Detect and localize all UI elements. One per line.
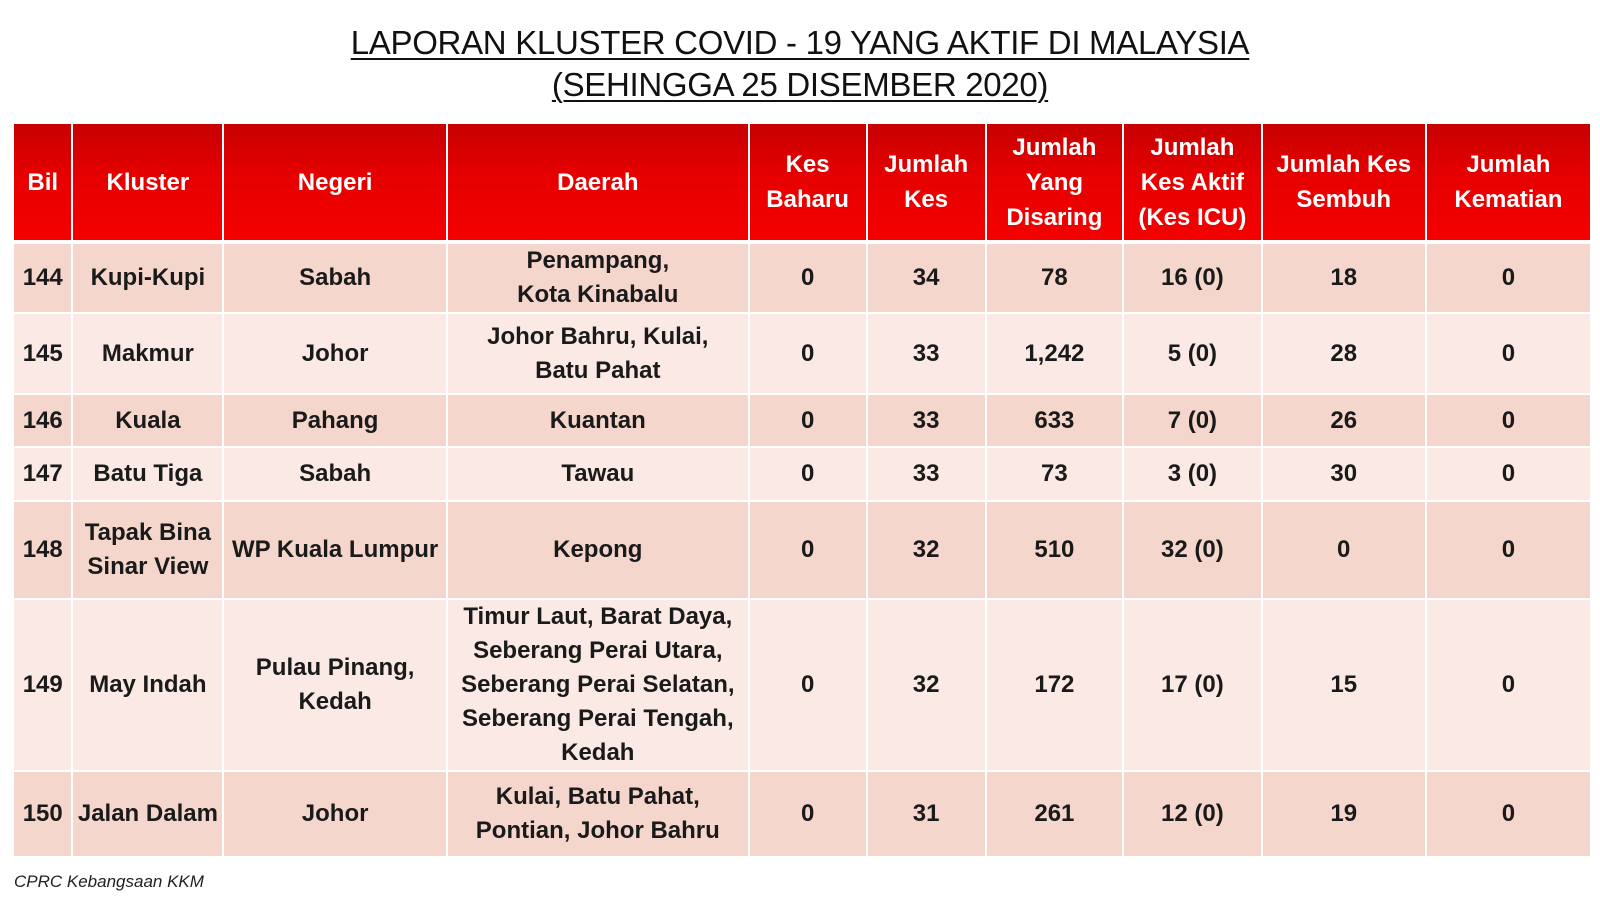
cell-daerah (447, 242, 749, 313)
cell-jumlah-kes: 32 (867, 501, 986, 599)
cell-jumlah-kematian: 0 (1426, 447, 1590, 501)
cell-kluster (72, 447, 223, 501)
cell-jumlah-kes: 32 (867, 599, 986, 771)
report-title (0, 22, 1600, 106)
cluster-table (14, 124, 1590, 858)
cell-jumlah-kes: 33 (867, 313, 986, 394)
cell-kes-baharu: 0 (749, 242, 867, 313)
cell-jumlah-kematian: 0 (1426, 394, 1590, 447)
header-daerah (447, 124, 749, 242)
cell-daerah-line: Seberang Perai Selatan, (461, 671, 735, 698)
cell-daerah (447, 599, 749, 771)
cell-negeri (223, 599, 447, 771)
header-kes-baharu-line-1: Kes (785, 151, 830, 178)
cell-jumlah-aktif: 32 (0) (1123, 501, 1262, 599)
cell-daerah-line: Kulai, Batu Pahat, (495, 783, 700, 810)
cell-kluster-line: Tapak Bina (84, 519, 212, 546)
header-jumlah-aktif-line-1: Jumlah (1150, 133, 1235, 161)
cell-negeri (223, 313, 447, 394)
cell-jumlah-aktif: 7 (0) (1123, 394, 1262, 447)
cell-kluster-line: May Indah (89, 671, 207, 698)
cell-jumlah-kematian: 0 (1426, 242, 1590, 313)
header-jumlah-kes-line-1: Jumlah (884, 151, 969, 178)
cell-jumlah-aktif: 12 (0) (1123, 771, 1262, 857)
header-jumlah-kematian-line-1: Jumlah (1466, 151, 1551, 178)
cell-kluster-line: Kuala (115, 406, 181, 434)
cell-jumlah-kes: 33 (867, 447, 986, 501)
cell-kes-baharu: 0 (749, 771, 867, 857)
cell-jumlah-kematian: 0 (1426, 599, 1590, 771)
cell-kluster-line: Kupi-Kupi (90, 264, 206, 291)
cell-jumlah-disaring: 633 (986, 394, 1123, 447)
cell-kluster (72, 599, 223, 771)
cell-jumlah-sembuh: 26 (1262, 394, 1426, 447)
cell-jumlah-sembuh: 18 (1262, 242, 1426, 313)
cell-kluster-line: Jalan Dalam (77, 800, 218, 827)
cell-bil: 144 (14, 242, 72, 313)
header-jumlah-aktif-line-2: Kes Aktif (1140, 168, 1244, 196)
cell-daerah-line: Timur Laut, Barat Daya, (463, 603, 733, 630)
header-jumlah-kes-line-2: Kes (904, 186, 949, 213)
cell-kes-baharu: 0 (749, 394, 867, 447)
header-negeri-text: Negeri (297, 168, 373, 196)
cell-daerah-line: Penampang, (526, 247, 670, 274)
cell-negeri-line: Pulau Pinang, (255, 654, 415, 681)
cell-bil: 147 (14, 447, 72, 501)
cell-daerah (447, 394, 749, 447)
report-title-line-1: LAPORAN KLUSTER COVID - 19 YANG AKTIF DI MALAYSIA (350, 24, 1250, 61)
header-jumlah-kematian (1426, 124, 1590, 242)
cell-jumlah-aktif: 17 (0) (1123, 599, 1262, 771)
source-note: CPRC Kebangsaan KKM (14, 872, 204, 891)
cell-negeri (223, 394, 447, 447)
header-jumlah-aktif-line-3: (Kes ICU) (1138, 203, 1247, 231)
report-title-line-2: (SEHINGGA 25 DISEMBER 2020) (551, 66, 1049, 103)
header-jumlah-aktif (1123, 124, 1262, 242)
cell-jumlah-disaring: 78 (986, 242, 1123, 313)
header-jumlah-sembuh-line-1: Jumlah Kes (1276, 151, 1412, 178)
cell-jumlah-sembuh: 30 (1262, 447, 1426, 501)
cell-negeri (223, 501, 447, 599)
header-jumlah-disaring-line-3: Disaring (1006, 203, 1103, 231)
cell-negeri-line: Johor (301, 339, 369, 367)
table-row (14, 394, 1590, 447)
cell-daerah (447, 313, 749, 394)
table-row (14, 242, 1590, 313)
cell-jumlah-kes: 34 (867, 242, 986, 313)
cell-bil: 145 (14, 313, 72, 394)
header-kes-baharu-line-2: Baharu (766, 186, 849, 213)
cell-daerah-line: Pontian, Johor Bahru (475, 817, 720, 844)
cell-jumlah-disaring: 1,242 (986, 313, 1123, 394)
cell-daerah (447, 447, 749, 501)
cell-kes-baharu: 0 (749, 501, 867, 599)
cell-daerah-line: Seberang Perai Utara, (473, 637, 723, 664)
header-jumlah-sembuh (1262, 124, 1426, 242)
cell-daerah (447, 771, 749, 857)
table-row (14, 501, 1590, 599)
cell-negeri-line: Kedah (298, 688, 372, 715)
cell-kluster (72, 771, 223, 857)
cell-jumlah-sembuh: 28 (1262, 313, 1426, 394)
cell-kluster-line: Sinar View (87, 553, 209, 580)
header-jumlah-disaring (986, 124, 1123, 242)
cell-daerah-line: Kepong (553, 536, 643, 563)
cell-daerah (447, 501, 749, 599)
cell-jumlah-disaring: 261 (986, 771, 1123, 857)
cell-kluster (72, 242, 223, 313)
cell-daerah-line: Kuantan (549, 406, 646, 434)
header-negeri (223, 124, 447, 242)
table-row (14, 771, 1590, 857)
cell-bil: 146 (14, 394, 72, 447)
cell-jumlah-disaring: 172 (986, 599, 1123, 771)
cell-bil: 150 (14, 771, 72, 857)
table-header-row (14, 124, 1590, 242)
cell-daerah-line: Tawau (561, 460, 635, 487)
cell-jumlah-sembuh: 19 (1262, 771, 1426, 857)
cell-daerah-line: Kedah (561, 739, 635, 766)
cell-negeri (223, 771, 447, 857)
header-jumlah-sembuh-line-2: Sembuh (1296, 186, 1392, 213)
cell-negeri (223, 242, 447, 313)
cell-negeri-line: Sabah (299, 460, 372, 487)
table-row (14, 447, 1590, 501)
cell-daerah-line: Seberang Perai Tengah, (461, 705, 734, 732)
cell-jumlah-kematian: 0 (1426, 771, 1590, 857)
cell-negeri-line: Sabah (299, 264, 372, 291)
cell-jumlah-kes: 33 (867, 394, 986, 447)
table-row (14, 313, 1590, 394)
cell-daerah-line: Kota Kinabalu (517, 281, 679, 308)
cell-kluster (72, 501, 223, 599)
cell-kluster (72, 394, 223, 447)
header-jumlah-kes (867, 124, 986, 242)
cell-bil: 149 (14, 599, 72, 771)
cell-kes-baharu: 0 (749, 599, 867, 771)
header-jumlah-disaring-line-2: Yang (1025, 168, 1084, 196)
cell-daerah-line: Batu Pahat (535, 356, 661, 384)
cell-kes-baharu: 0 (749, 313, 867, 394)
table-row (14, 599, 1590, 771)
header-bil-text: Bil (27, 168, 59, 196)
header-daerah-text: Daerah (557, 168, 639, 196)
cell-kes-baharu: 0 (749, 447, 867, 501)
cell-kluster-line: Batu Tiga (93, 460, 203, 487)
header-kluster-text: Kluster (106, 168, 190, 196)
cell-jumlah-sembuh: 0 (1262, 501, 1426, 599)
cell-jumlah-kes: 31 (867, 771, 986, 857)
cell-bil: 148 (14, 501, 72, 599)
cell-jumlah-aktif: 5 (0) (1123, 313, 1262, 394)
header-jumlah-kematian-line-2: Kematian (1454, 186, 1563, 213)
cell-negeri-line: Pahang (291, 406, 379, 434)
cell-negeri-line: Johor (301, 800, 369, 827)
header-bil (14, 124, 72, 242)
cell-kluster-line: Makmur (101, 339, 194, 367)
cell-daerah-line: Johor Bahru, Kulai, (487, 322, 709, 350)
cell-negeri (223, 447, 447, 501)
cell-jumlah-aktif: 16 (0) (1123, 242, 1262, 313)
cell-negeri-line: WP Kuala Lumpur (232, 536, 439, 563)
cell-jumlah-aktif: 3 (0) (1123, 447, 1262, 501)
cell-jumlah-kematian: 0 (1426, 313, 1590, 394)
header-kes-baharu (749, 124, 867, 242)
cell-jumlah-disaring: 73 (986, 447, 1123, 501)
header-kluster (72, 124, 223, 242)
cell-jumlah-kematian: 0 (1426, 501, 1590, 599)
cell-jumlah-disaring: 510 (986, 501, 1123, 599)
cell-jumlah-sembuh: 15 (1262, 599, 1426, 771)
header-jumlah-disaring-line-1: Jumlah (1012, 133, 1097, 161)
cell-kluster (72, 313, 223, 394)
